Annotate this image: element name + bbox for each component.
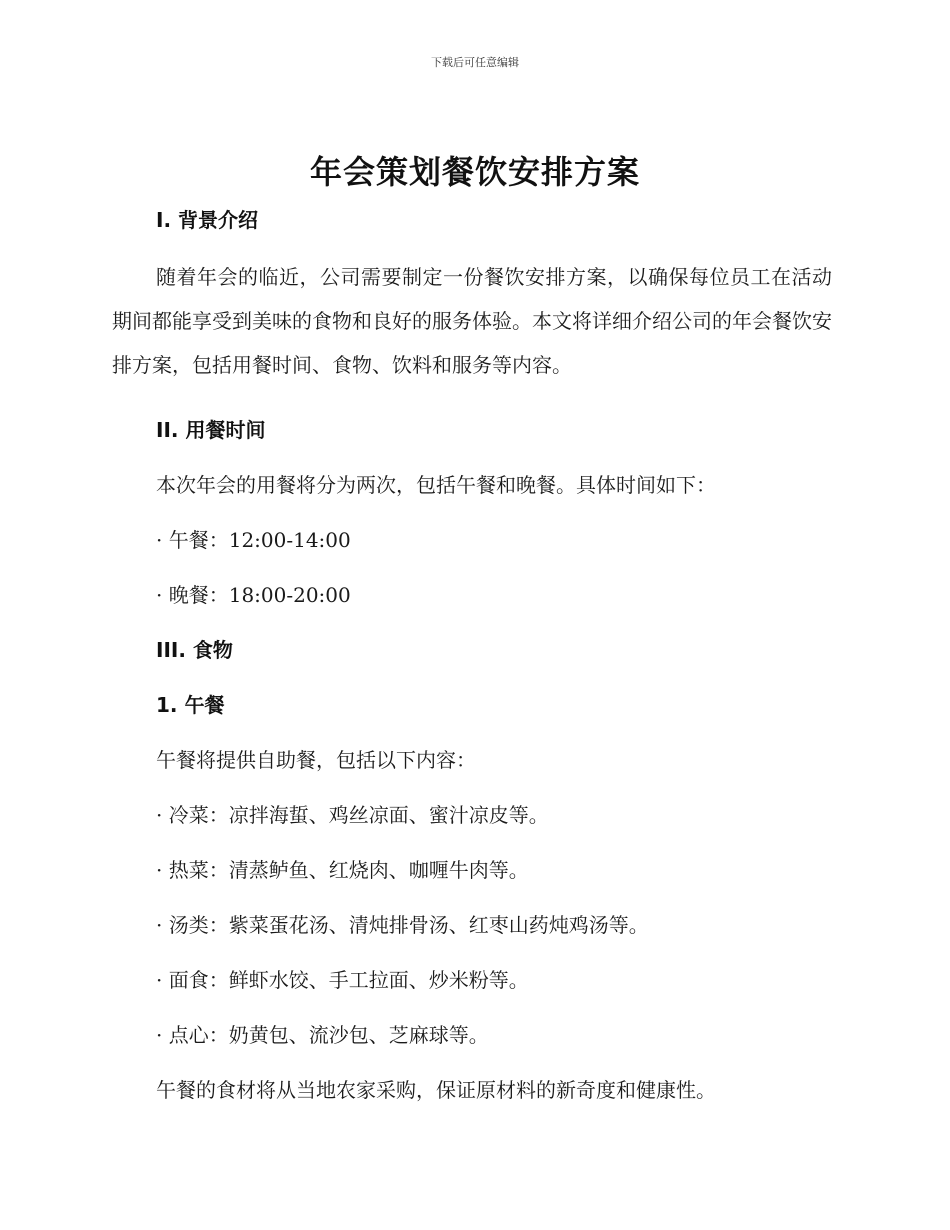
lunch-closing: 午餐的食材将从当地农家采购，保证原材料的新奇度和健康性。 [156, 1078, 716, 1102]
document-title: 年会策划餐饮安排方案 [309, 153, 640, 191]
document-body [112, 200, 832, 1110]
subsection-heading-lunch: 1. 午餐 [156, 693, 225, 717]
list-item-lunch-time: · 午餐：12:00-14:00 [156, 528, 351, 552]
section-heading-meal-time: II. 用餐时间 [156, 418, 266, 442]
section-heading-background: I. 背景介绍 [156, 208, 259, 232]
list-item-hot-dishes: · 热菜：清蒸鲈鱼、红烧肉、咖喱牛肉等。 [156, 858, 529, 882]
lunch-intro: 午餐将提供自助餐，包括以下内容： [156, 748, 476, 772]
header-note: 下载后可任意编辑 [431, 56, 519, 69]
section-heading-food: III. 食物 [156, 638, 233, 662]
list-item-soups: · 汤类：紫菜蛋花汤、清炖排骨汤、红枣山药炖鸡汤等。 [156, 913, 649, 937]
list-item-noodles: · 面食：鲜虾水饺、手工拉面、炒米粉等。 [156, 968, 529, 992]
list-item-desserts: · 点心：奶黄包、流沙包、芝麻球等。 [156, 1023, 489, 1047]
list-item-cold-dishes: · 冷菜：凉拌海蜇、鸡丝凉面、蜜汁凉皮等。 [156, 803, 549, 827]
meal-time-intro: 本次年会的用餐将分为两次，包括午餐和晚餐。具体时间如下： [156, 473, 716, 497]
background-paragraph: 随着年会的临近，公司需要制定一份餐饮安排方案，以确保每位员工在活动期间都能享受到美味的食物和良好的服务体验。本文将详细介绍公司的年会餐饮安排方案，包括用餐时间、食物、饮料和服务等内容。 [112, 265, 832, 377]
list-item-dinner-time: · 晚餐：18:00-20:00 [156, 583, 351, 607]
